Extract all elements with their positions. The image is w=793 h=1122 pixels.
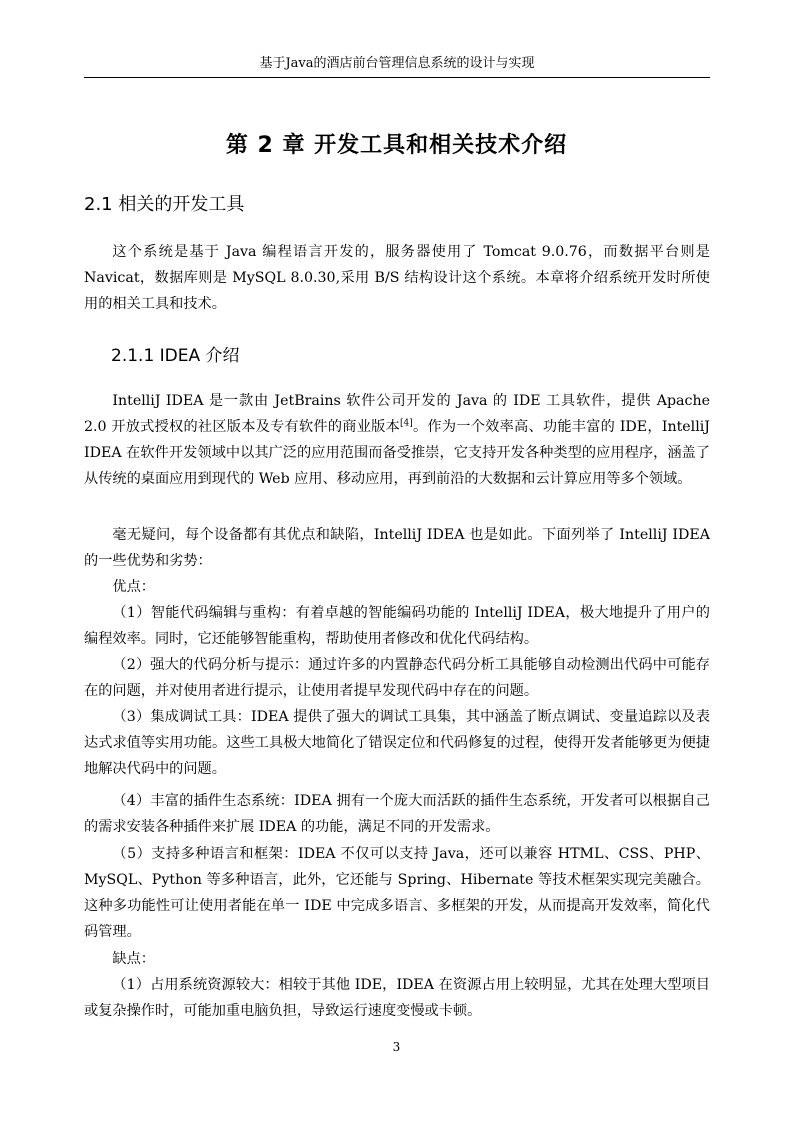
subsection-heading: 2.1.1 IDEA 介绍 [111, 346, 240, 366]
intro-paragraph: 这个系统是基于 Java 编程语言开发的，服务器使用了 Tomcat 9.0.76，而数据平台则是 Navicat，数据库则是 MySQL 8.0.30,采用 B/S 结构设计这个系统。本章将介绍系统开发时所使用的相关工具和技术。 [84, 244, 710, 312]
cons-label: 缺点： [112, 951, 155, 967]
idea-description-text-2: 。作为一个效率高、功能丰富的 IDE，IntelliJ IDEA 在软件开发领域中以其广泛的应用范围而备受推崇，它支持开发各种类型的应用程序，涵盖了从传统的桌面应用到现代的 Web 应用、移动应用，再到前沿的大数据和云计算应用等多个领域。 [84, 419, 710, 487]
pros-cons-intro: 毫无疑问，每个设备都有其优点和缺陷，IntelliJ IDEA 也是如此。下面列举了 IntelliJ IDEA 的一些优势和劣势： [84, 527, 710, 569]
pros-label: 优点： [112, 579, 155, 595]
con-item-1: （1）占用系统资源较大：相较于其他 IDE，IDEA 在资源占用上较明显，尤其在处理大型项目或复杂操作时，可能加重电脑负担，导致运行速度变慢或卡顿。 [84, 977, 710, 1019]
chapter-title: 第 2 章 开发工具和相关技术介绍 [225, 133, 568, 158]
page-number: 3 [392, 1040, 401, 1054]
pro-item-3: （3）集成调试工具：IDEA 提供了强大的调试工具集，其中涵盖了断点调试、变量追踪以及表达式求值等实用功能。这些工具极大地简化了错误定位和代码修复的过程，使得开发者能够更为便捷地解决代码中的问题。 [84, 709, 710, 777]
citation-ref: [4] [400, 418, 413, 429]
pro-item-2: （2）强大的代码分析与提示：通过许多的内置静态代码分析工具能够自动检测出代码中可能存在的问题，并对使用者进行提示，让使用者提早发现代码中存在的问题。 [84, 657, 710, 699]
section-heading: 2.1 相关的开发工具 [84, 194, 245, 215]
idea-description-text-1: IntelliJ IDEA 是一款由 JetBrains 软件公司开发的 Java 的 IDE 工具软件，提供 Apache 2.0 开放式授权的社区版本及专有软件的商业版本 [84, 393, 710, 435]
pro-item-1: （1）智能代码编辑与重构：有着卓越的智能编码功能的 IntelliJ IDEA，极大地提升了用户的编程效率。同时，它还能够智能重构，帮助使用者修改和优化代码结构。 [84, 605, 710, 647]
idea-description-paragraph [84, 388, 710, 492]
pro-item-4: （4）丰富的插件生态系统：IDEA 拥有一个庞大而活跃的插件生态系统，开发者可以根据自己的需求安装各种插件来扩展 IDEA 的功能，满足不同的开发需求。 [84, 793, 710, 835]
pro-item-5: （5）支持多种语言和框架：IDEA 不仅可以支持 Java，还可以兼容 HTML、CSS、PHP、MySQL、Python 等多种语言，此外，它还能与 Spring、Hibernate 等技术框架实现完美融合。这种多功能性可让使用者能在单一 IDE 中完成多语言、多框架的开发，从而提高开发效率，简化代码管理。 [84, 846, 710, 940]
running-header: 基于Java的酒店前台管理信息系统的设计与实现 [84, 51, 710, 78]
